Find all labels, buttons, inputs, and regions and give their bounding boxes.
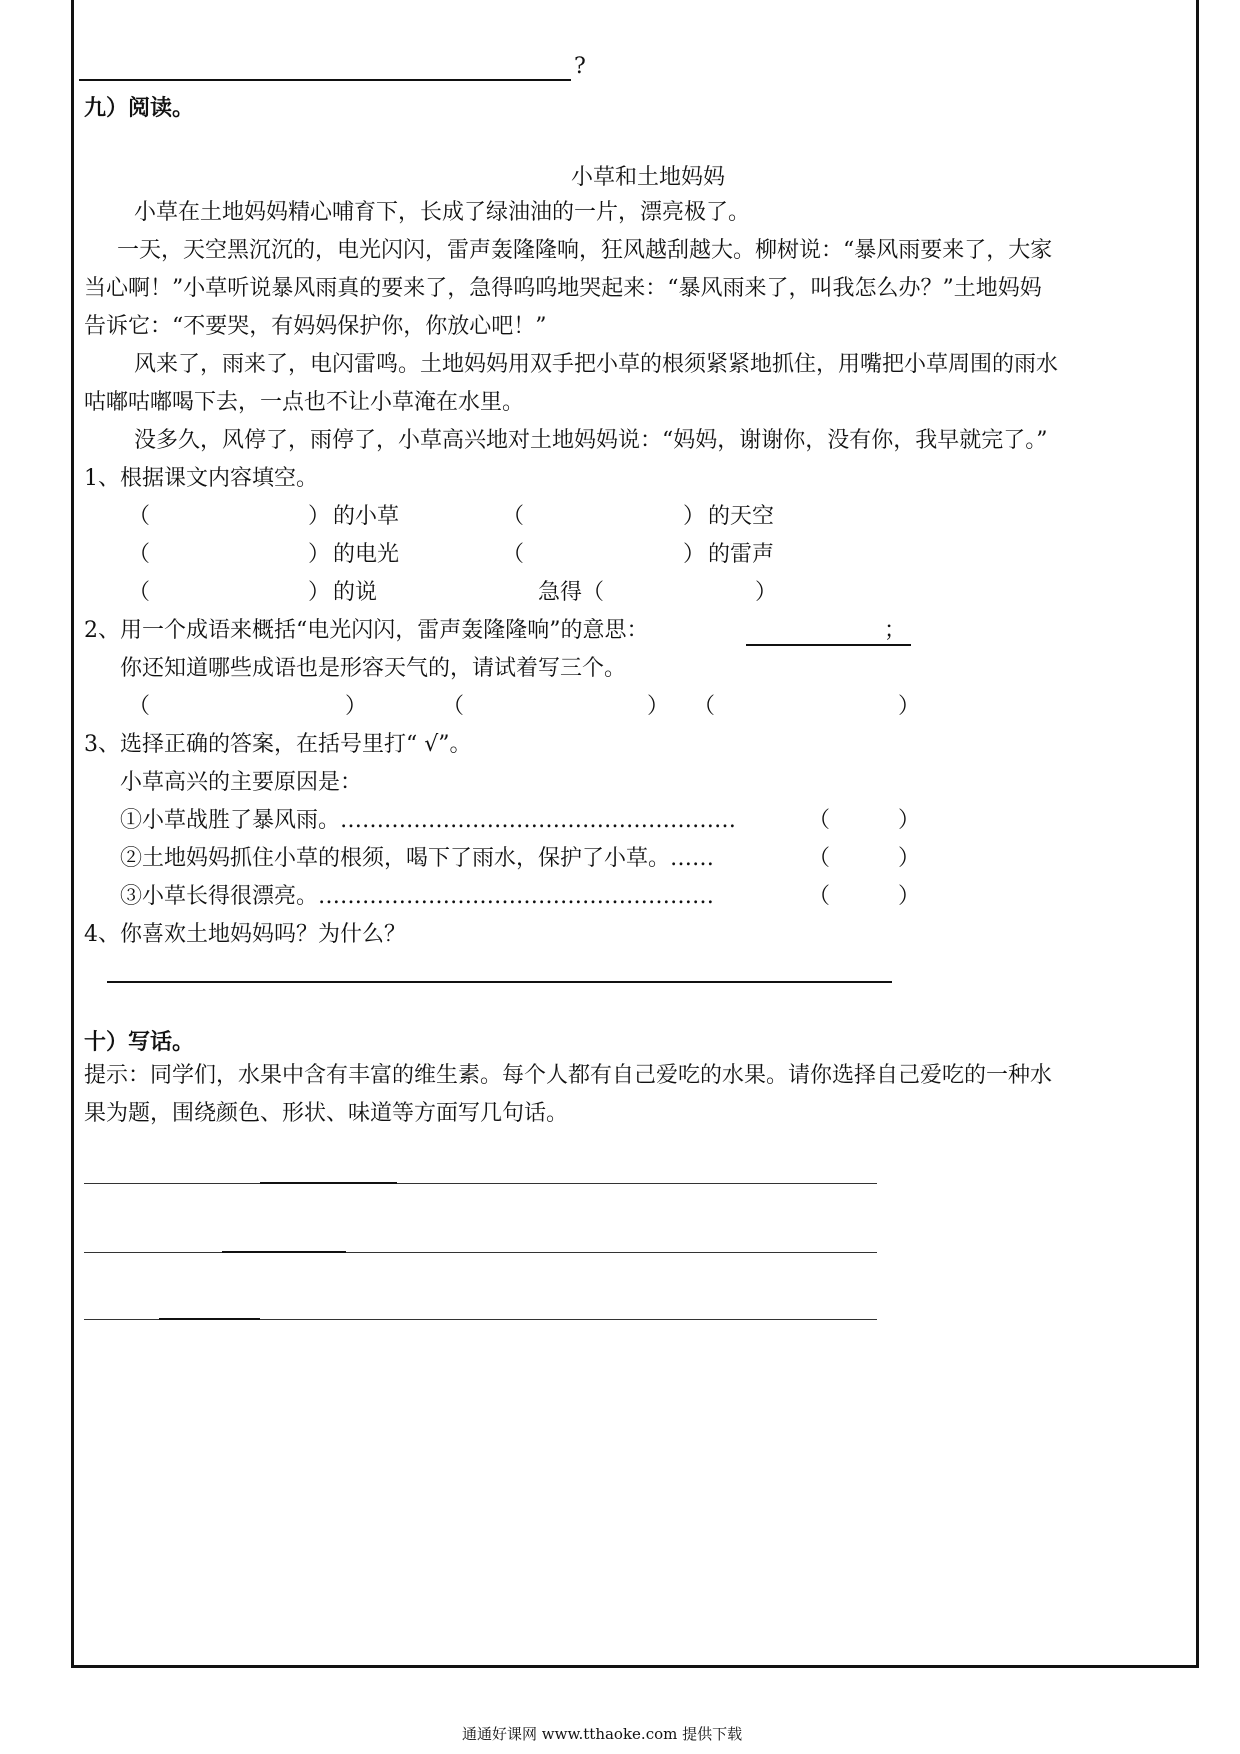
writing-prompt-line-1: 提示：同学们，水果中含有丰富的维生素。每个人都有自己爱吃的水果。请你选择自己爱吃的一种水 bbox=[84, 1063, 1053, 1088]
idiom-blank-3-close[interactable]: ） bbox=[898, 694, 921, 719]
answer-tail-question-mark: ? bbox=[574, 54, 586, 79]
story-title: 小草和土地妈妈 bbox=[571, 165, 726, 190]
idiom-blank-2-close[interactable]: ） bbox=[647, 694, 670, 719]
blank-2-label: 的天空 bbox=[708, 504, 775, 529]
story-paragraph-3-line-2: 咕嘟咕嘟喝下去，一点也不让小草淹在水里。 bbox=[84, 390, 525, 415]
option-1-close[interactable]: ） bbox=[898, 808, 921, 833]
option-1-text: ①小草战胜了暴风雨。……………………………………………… bbox=[120, 808, 737, 833]
blank-4-label: 的雷声 bbox=[708, 542, 775, 567]
footer-credit: 通通好课网 www.tthaoke.com 提供下载 bbox=[462, 1725, 743, 1743]
writing-line-1[interactable] bbox=[84, 1183, 877, 1184]
idiom-answer-tail: ； bbox=[884, 618, 907, 643]
idiom-blank-3-open: （ bbox=[693, 694, 716, 719]
section-9-title: 九）阅读。 bbox=[84, 95, 195, 121]
answer-line-top[interactable] bbox=[79, 79, 571, 81]
option-2-open: （ bbox=[808, 846, 831, 871]
blank-2-close[interactable]: ） bbox=[683, 504, 706, 529]
idiom-blank-1-open: （ bbox=[128, 694, 151, 719]
writing-line-2[interactable] bbox=[84, 1252, 877, 1253]
story-paragraph-4: 没多久，风停了，雨停了，小草高兴地对土地妈妈说：“妈妈，谢谢你，没有你，我早就完了。” bbox=[134, 428, 1048, 453]
story-paragraph-2-line-1: 一天，天空黑沉沉的，电光闪闪，雷声轰隆隆响，狂风越刮越大。柳树说：“暴风雨要来了，大家 bbox=[117, 238, 1053, 263]
section-10-title: 十）写话。 bbox=[84, 1029, 195, 1055]
story-paragraph-3-line-1: 风来了，雨来了，电闪雷鸣。土地妈妈用双手把小草的根须紧紧地抓住，用嘴把小草周围的雨水 bbox=[134, 352, 1059, 377]
story-paragraph-2-line-3: 告诉它：“不要哭，有妈妈保护你，你放心吧！” bbox=[84, 314, 547, 339]
question-3-prompt: 3、选择正确的答案，在括号里打“ √”。 bbox=[84, 732, 472, 757]
story-paragraph-2-line-2: 当心啊！”小草听说暴风雨真的要来了，急得呜呜地哭起来：“暴风雨来了，叫我怎么办？”土地妈妈 bbox=[84, 276, 1042, 301]
question-2-sub: 你还知道哪些成语也是形容天气的，请试着写三个。 bbox=[120, 656, 627, 681]
blank-5-close[interactable]: ） bbox=[308, 580, 331, 605]
blank-6-close[interactable]: ） bbox=[755, 580, 778, 605]
option-2-text: ②土地妈妈抓住小草的根须，喝下了雨水，保护了小草。…… bbox=[120, 846, 715, 871]
question-4-answer-line[interactable] bbox=[107, 981, 892, 983]
idiom-blank-1-close[interactable]: ） bbox=[345, 694, 368, 719]
writing-line-2-overlay bbox=[222, 1251, 346, 1253]
blank-4-close[interactable]: ） bbox=[683, 542, 706, 567]
option-3-open: （ bbox=[808, 884, 831, 909]
blank-5-label: 的说 bbox=[333, 580, 378, 605]
blank-3-label: 的电光 bbox=[333, 542, 400, 567]
blank-1-close[interactable]: ） bbox=[308, 504, 331, 529]
question-3-sub: 小草高兴的主要原因是： bbox=[120, 770, 363, 795]
blank-3-open: （ bbox=[128, 542, 151, 567]
question-4-prompt: 4、你喜欢土地妈妈吗？为什么？ bbox=[84, 922, 406, 947]
option-3-close[interactable]: ） bbox=[898, 884, 921, 909]
writing-line-1-overlay bbox=[260, 1182, 397, 1184]
option-2-close[interactable]: ） bbox=[898, 846, 921, 871]
question-1-prompt: 1、根据课文内容填空。 bbox=[84, 466, 318, 491]
question-2-prompt: 2、用一个成语来概括“电光闪闪，雷声轰隆隆响”的意思： bbox=[84, 618, 649, 643]
blank-3-close[interactable]: ） bbox=[308, 542, 331, 567]
blank-6-open: 急得（ bbox=[538, 580, 605, 605]
blank-1-open: （ bbox=[128, 504, 151, 529]
writing-line-3-overlay bbox=[159, 1318, 260, 1320]
blank-2-open: （ bbox=[502, 504, 525, 529]
story-paragraph-1: 小草在土地妈妈精心哺育下，长成了绿油油的一片，漂亮极了。 bbox=[134, 200, 751, 225]
blank-4-open: （ bbox=[502, 542, 525, 567]
option-1-open: （ bbox=[808, 808, 831, 833]
blank-1-label: 的小草 bbox=[333, 504, 400, 529]
idiom-blank-2-open: （ bbox=[442, 694, 465, 719]
option-3-text: ③小草长得很漂亮。……………………………………………… bbox=[120, 884, 715, 909]
writing-prompt-line-2: 果为题，围绕颜色、形状、味道等方面写几句话。 bbox=[84, 1101, 569, 1126]
blank-5-open: （ bbox=[128, 580, 151, 605]
